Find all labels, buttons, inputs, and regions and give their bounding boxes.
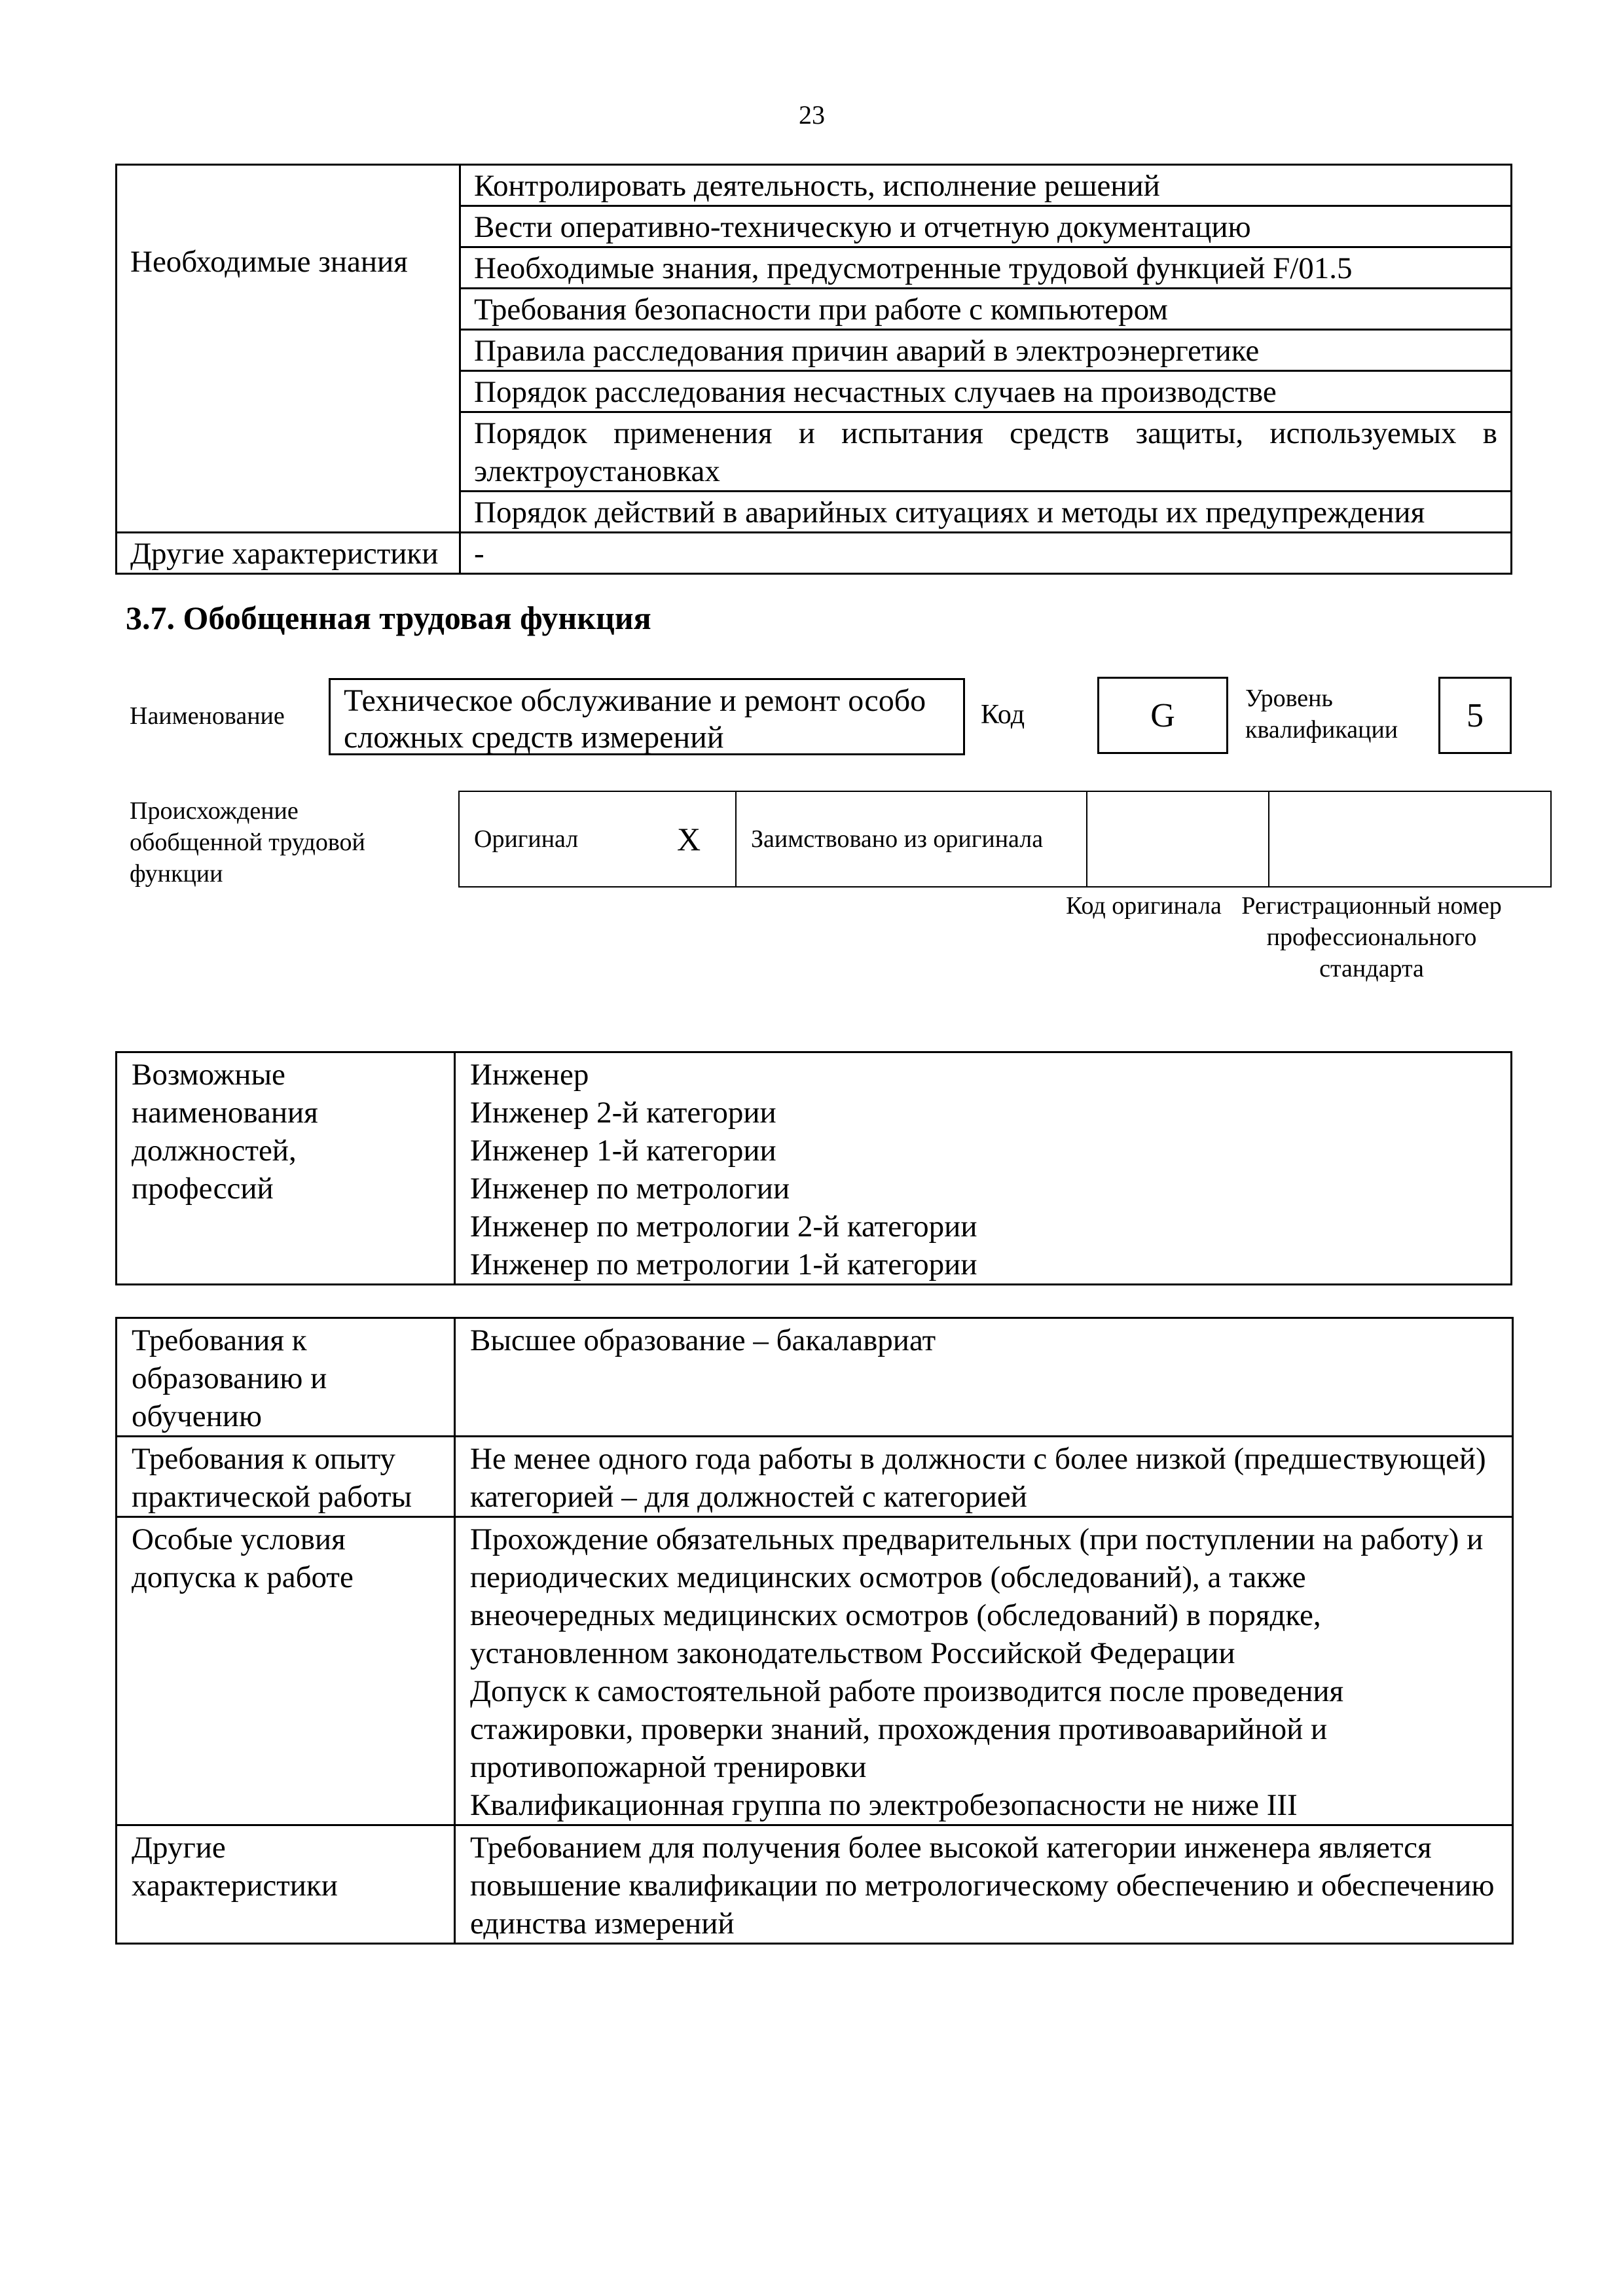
function-code-box: G bbox=[1097, 677, 1228, 754]
table-row bbox=[117, 1318, 1513, 1437]
requirement-label: Требования к образованию и обучению bbox=[117, 1318, 455, 1437]
function-name-box: Техническое обслуживание и ремонт особо сложных средств измерений bbox=[329, 678, 965, 755]
code-label: Код bbox=[981, 700, 1025, 730]
qualification-level-box: 5 bbox=[1438, 677, 1512, 754]
page-number: 23 bbox=[799, 100, 825, 130]
requirement-line: Прохождение обязательных предварительных (при поступлении на работу) и периодических медицинских осмотров (обследований), а также внеочередных медицинских осмотров (обследований) в порядке, установленном законодательством Российской Федерации bbox=[470, 1522, 1484, 1670]
table-cell: Порядок расследования несчастных случаев на производстве bbox=[460, 371, 1512, 412]
registration-number-cell bbox=[1269, 791, 1551, 887]
requirement-label: Другие характеристики bbox=[117, 1825, 455, 1944]
list-item: Инженер 2-й категории bbox=[470, 1096, 776, 1130]
table-row bbox=[117, 533, 1512, 574]
requirement-line: Квалификационная группа по электробезопасности не ниже III bbox=[470, 1788, 1298, 1822]
requirements-table bbox=[115, 1317, 1514, 1945]
positions-table bbox=[115, 1051, 1512, 1285]
table-cell: Требования безопасности при работе с компьютером bbox=[460, 289, 1512, 330]
table-row bbox=[117, 1052, 1512, 1285]
table-row bbox=[117, 1437, 1513, 1517]
knowledge-label: Необходимые знания bbox=[130, 245, 408, 279]
name-label: Наименование bbox=[130, 702, 285, 730]
requirement-line: Не менее одного года работы в должности с более низкой (предшествующей) категорией – для должностей с категорией bbox=[470, 1442, 1486, 1514]
registration-number-caption: Регистрационный номер профессионального стандарта bbox=[1241, 892, 1502, 982]
other-characteristics-label: Другие характеристики bbox=[117, 533, 460, 574]
origin-table bbox=[458, 791, 1552, 888]
requirement-value bbox=[455, 1825, 1513, 1944]
list-item: Инженер по метрологии bbox=[470, 1172, 790, 1206]
table-cell: - bbox=[460, 533, 1512, 574]
requirement-value bbox=[455, 1437, 1513, 1517]
original-label: Оригинал bbox=[459, 791, 642, 887]
positions-label: Возможные наименования должностей, профессий bbox=[117, 1052, 455, 1285]
table-cell: Необходимые знания, предусмотренные трудовой функцией F/01.5 bbox=[460, 247, 1512, 289]
knowledge-label-cell bbox=[117, 165, 460, 533]
original-code-cell bbox=[1087, 791, 1269, 887]
requirement-label: Особые условия допуска к работе bbox=[117, 1517, 455, 1825]
code-original-caption: Код оригинала bbox=[1066, 892, 1222, 920]
requirement-line: Высшее образование – бакалавриат bbox=[470, 1323, 936, 1357]
borrowed-label: Заимствовано из оригинала bbox=[736, 791, 1087, 887]
qualification-level-label: Уровень квалификации bbox=[1245, 685, 1398, 744]
knowledge-table bbox=[115, 164, 1512, 575]
list-item: Инженер по метрологии 1-й категории bbox=[470, 1247, 977, 1282]
list-item: Инженер по метрологии 2-й категории bbox=[470, 1210, 977, 1244]
requirement-line: Допуск к самостоятельной работе производится после проведения стажировки, проверки знаний, прохождения противоаварийной и противопожарной тренировки bbox=[470, 1674, 1344, 1784]
requirement-line: Требованием для получения более высокой категории инженера является повышение квалификации по метрологическому обеспечению и обеспечению единства измерений bbox=[470, 1831, 1495, 1941]
table-cell: Правила расследования причин аварий в электроэнергетике bbox=[460, 330, 1512, 371]
table-row bbox=[117, 165, 1512, 206]
table-row bbox=[459, 791, 1551, 887]
list-item: Инженер 1-й категории bbox=[470, 1134, 776, 1168]
origin-label: Происхождение обобщенной трудовой функции bbox=[130, 797, 365, 888]
table-cell: Вести оперативно-техническую и отчетную документацию bbox=[460, 206, 1512, 247]
table-row bbox=[117, 1517, 1513, 1825]
positions-list bbox=[455, 1052, 1512, 1285]
original-mark: X bbox=[642, 791, 736, 887]
table-cell: Порядок применения и испытания средств защиты, используемых в электроустановках bbox=[460, 412, 1512, 492]
table-cell: Контролировать деятельность, исполнение решений bbox=[460, 165, 1512, 206]
requirement-value bbox=[455, 1517, 1513, 1825]
section-heading: 3.7. Обобщенная трудовая функция bbox=[126, 600, 651, 636]
requirement-value bbox=[455, 1318, 1513, 1437]
requirement-label: Требования к опыту практической работы bbox=[117, 1437, 455, 1517]
table-row bbox=[117, 1825, 1513, 1944]
list-item: Инженер bbox=[470, 1058, 589, 1092]
table-cell: Порядок действий в аварийных ситуациях и методы их предупреждения bbox=[460, 492, 1512, 533]
